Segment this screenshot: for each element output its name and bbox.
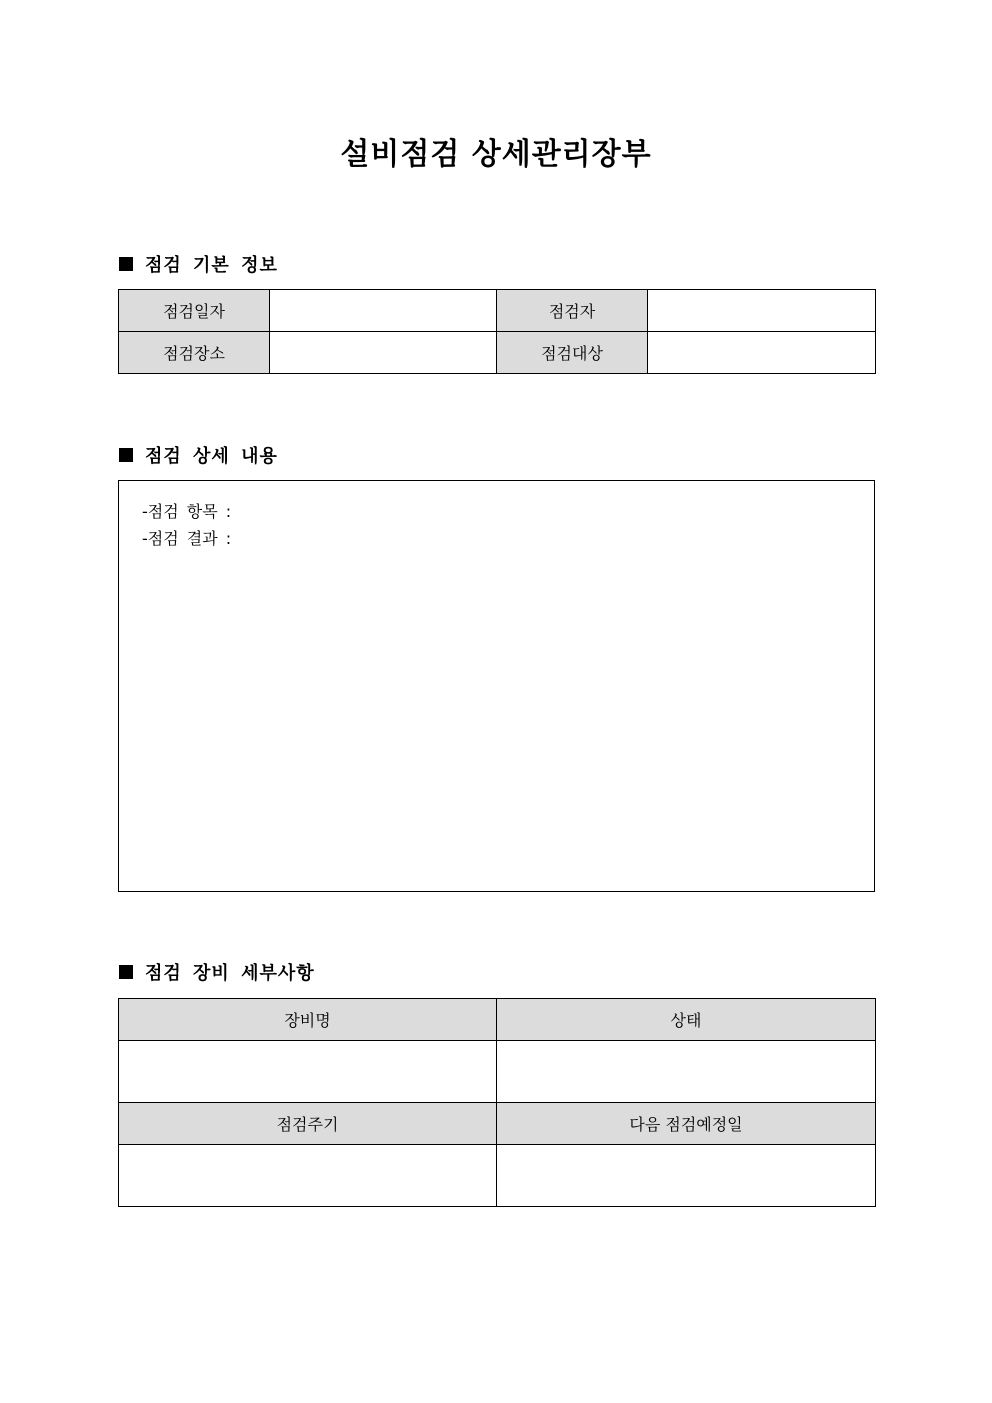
square-bullet-icon	[119, 257, 133, 271]
section-heading-equipment	[119, 959, 315, 985]
inspection-cycle-label: 점검주기	[119, 1103, 497, 1145]
inspection-location-field[interactable]	[270, 332, 497, 374]
section-heading-label: 점검 상세 내용	[145, 446, 278, 467]
inspection-date-field[interactable]	[270, 290, 497, 332]
inspection-item-line: -점검 항목 :	[142, 502, 232, 521]
table-header-row	[119, 1103, 876, 1145]
square-bullet-icon	[119, 965, 133, 979]
table-row	[119, 1041, 876, 1103]
document-title: 설비점검 상세관리장부	[340, 137, 652, 172]
next-inspection-date-label: 다음 점검예정일	[497, 1103, 876, 1145]
equipment-name-label: 장비명	[119, 999, 497, 1041]
table-row	[119, 290, 876, 332]
inspection-details-box[interactable]	[118, 480, 875, 892]
square-bullet-icon	[119, 448, 133, 462]
table-header-row	[119, 999, 876, 1041]
section-heading-details	[119, 442, 278, 468]
inspection-target-field[interactable]	[648, 332, 876, 374]
status-field[interactable]	[497, 1041, 876, 1103]
inspection-date-label: 점검일자	[119, 290, 270, 332]
section-heading-label: 점검 장비 세부사항	[145, 963, 315, 984]
status-label: 상태	[497, 999, 876, 1041]
inspector-field[interactable]	[648, 290, 876, 332]
equipment-name-field[interactable]	[119, 1041, 497, 1103]
inspection-location-label: 점검장소	[119, 332, 270, 374]
basic-info-table	[118, 289, 876, 374]
section-heading-label: 점검 기본 정보	[145, 255, 278, 276]
inspection-cycle-field[interactable]	[119, 1145, 497, 1207]
next-inspection-date-field[interactable]	[497, 1145, 876, 1207]
inspector-label: 점검자	[497, 290, 648, 332]
inspection-target-label: 점검대상	[497, 332, 648, 374]
inspection-result-line: -점검 결과 :	[142, 529, 232, 548]
table-row	[119, 1145, 876, 1207]
table-row	[119, 332, 876, 374]
section-heading-basic-info	[119, 251, 278, 277]
equipment-table	[118, 998, 876, 1207]
